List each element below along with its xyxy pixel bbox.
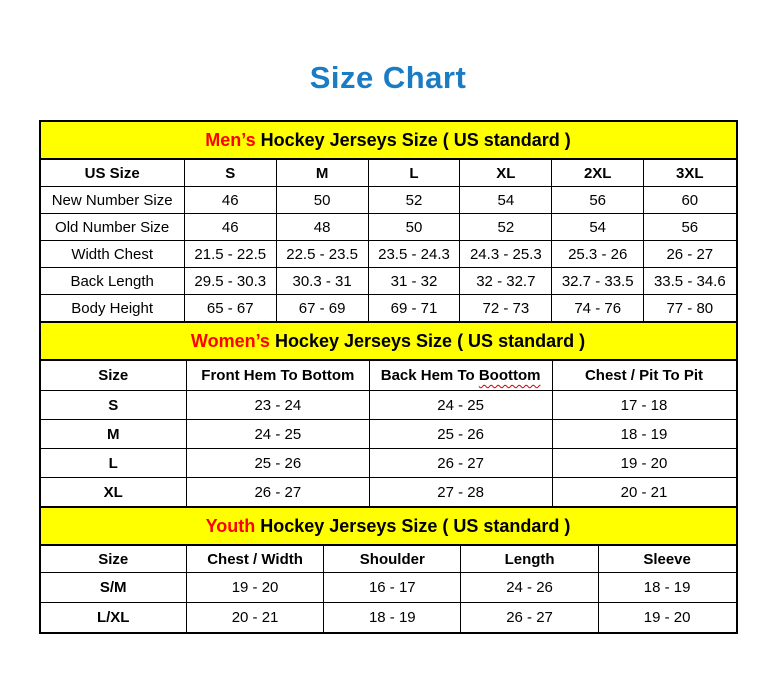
column-header: Chest / Pit To Pit bbox=[552, 361, 736, 391]
mens-section-header bbox=[41, 122, 736, 160]
column-header: 3XL bbox=[644, 160, 736, 187]
size-value: 54 bbox=[460, 187, 552, 214]
youth-section-header-highlight: Youth bbox=[205, 516, 256, 536]
size-value: 20 - 21 bbox=[552, 478, 736, 507]
row-label: Width Chest bbox=[41, 241, 185, 268]
row-label: S bbox=[41, 391, 187, 420]
size-value: 72 - 73 bbox=[460, 295, 552, 322]
column-header: S bbox=[184, 160, 276, 187]
size-value: 19 - 20 bbox=[598, 603, 735, 633]
row-label: New Number Size bbox=[41, 187, 185, 214]
column-header: Front Hem To Bottom bbox=[186, 361, 369, 391]
size-value: 24.3 - 25.3 bbox=[460, 241, 552, 268]
size-value: 29.5 - 30.3 bbox=[184, 268, 276, 295]
row-label: L bbox=[41, 449, 187, 478]
size-value: 23.5 - 24.3 bbox=[368, 241, 460, 268]
size-value: 32 - 32.7 bbox=[460, 268, 552, 295]
size-value: 21.5 - 22.5 bbox=[184, 241, 276, 268]
table-row bbox=[41, 420, 736, 449]
size-value: 50 bbox=[368, 214, 460, 241]
womens-section-header bbox=[41, 321, 736, 361]
size-value: 17 - 18 bbox=[552, 391, 736, 420]
column-header: Sleeve bbox=[598, 546, 735, 573]
column-header: Size bbox=[41, 546, 187, 573]
size-value: 46 bbox=[184, 214, 276, 241]
row-label: S/M bbox=[41, 573, 187, 603]
size-value: 25 - 26 bbox=[369, 420, 552, 449]
size-value: 26 - 27 bbox=[186, 478, 369, 507]
size-value: 22.5 - 23.5 bbox=[276, 241, 368, 268]
size-value: 46 bbox=[184, 187, 276, 214]
column-header bbox=[369, 361, 552, 391]
row-label: XL bbox=[41, 478, 187, 507]
page-title: Size Chart bbox=[309, 60, 467, 95]
table-row bbox=[41, 478, 736, 507]
column-header: US Size bbox=[41, 160, 185, 187]
womens-section-header-highlight: Women’s bbox=[190, 331, 270, 351]
size-value: 31 - 32 bbox=[368, 268, 460, 295]
size-value: 26 - 27 bbox=[461, 603, 598, 633]
mens-section-header-highlight: Men’s bbox=[205, 130, 256, 150]
table-row bbox=[41, 449, 736, 478]
size-value: 74 - 76 bbox=[552, 295, 644, 322]
youth-size-table bbox=[41, 546, 736, 632]
size-value: 23 - 24 bbox=[186, 391, 369, 420]
size-value: 24 - 26 bbox=[461, 573, 598, 603]
womens-header-row bbox=[41, 361, 736, 391]
size-value: 52 bbox=[460, 214, 552, 241]
mens-section-header-rest: Hockey Jerseys Size ( US standard ) bbox=[255, 130, 571, 150]
size-value: 26 - 27 bbox=[369, 449, 552, 478]
size-value: 69 - 71 bbox=[368, 295, 460, 322]
size-value: 48 bbox=[276, 214, 368, 241]
size-value: 32.7 - 33.5 bbox=[552, 268, 644, 295]
column-header: 2XL bbox=[552, 160, 644, 187]
size-value: 16 - 17 bbox=[324, 573, 461, 603]
womens-section-header-rest: Hockey Jerseys Size ( US standard ) bbox=[269, 331, 586, 351]
size-value: 24 - 25 bbox=[186, 420, 369, 449]
table-row bbox=[41, 573, 736, 603]
size-value: 27 - 28 bbox=[369, 478, 552, 507]
row-label: Body Height bbox=[41, 295, 185, 322]
size-chart-tables bbox=[39, 120, 738, 634]
misspelled-word: Boottom bbox=[478, 367, 541, 384]
row-label: L/XL bbox=[41, 603, 187, 633]
size-value: 18 - 19 bbox=[552, 420, 736, 449]
mens-size-table bbox=[41, 160, 736, 321]
size-value: 52 bbox=[368, 187, 460, 214]
row-label: Back Length bbox=[41, 268, 185, 295]
youth-header-row bbox=[41, 546, 736, 573]
size-value: 26 - 27 bbox=[644, 241, 736, 268]
table-row bbox=[41, 241, 736, 268]
column-header-text: Back Hem To bbox=[380, 367, 479, 384]
column-header: Shoulder bbox=[324, 546, 461, 573]
mens-header-row bbox=[41, 160, 736, 187]
table-row bbox=[41, 295, 736, 322]
row-label: M bbox=[41, 420, 187, 449]
womens-size-table bbox=[41, 361, 736, 506]
table-row bbox=[41, 603, 736, 633]
youth-section-header-rest: Hockey Jerseys Size ( US standard ) bbox=[255, 516, 571, 536]
column-header: XL bbox=[460, 160, 552, 187]
size-value: 65 - 67 bbox=[184, 295, 276, 322]
size-value: 30.3 - 31 bbox=[276, 268, 368, 295]
table-row bbox=[41, 268, 736, 295]
size-value: 33.5 - 34.6 bbox=[644, 268, 736, 295]
size-value: 19 - 20 bbox=[552, 449, 736, 478]
size-value: 56 bbox=[644, 214, 736, 241]
size-value: 67 - 69 bbox=[276, 295, 368, 322]
size-value: 25.3 - 26 bbox=[552, 241, 644, 268]
size-value: 24 - 25 bbox=[369, 391, 552, 420]
size-value: 77 - 80 bbox=[644, 295, 736, 322]
size-value: 54 bbox=[552, 214, 644, 241]
size-value: 18 - 19 bbox=[598, 573, 735, 603]
row-label: Old Number Size bbox=[41, 214, 185, 241]
size-value: 56 bbox=[552, 187, 644, 214]
column-header: L bbox=[368, 160, 460, 187]
column-header: Size bbox=[41, 361, 187, 391]
column-header: Chest / Width bbox=[186, 546, 323, 573]
size-value: 25 - 26 bbox=[186, 449, 369, 478]
size-value: 50 bbox=[276, 187, 368, 214]
size-value: 20 - 21 bbox=[186, 603, 323, 633]
table-row bbox=[41, 187, 736, 214]
table-row bbox=[41, 214, 736, 241]
size-value: 19 - 20 bbox=[186, 573, 323, 603]
column-header: Length bbox=[461, 546, 598, 573]
size-value: 60 bbox=[644, 187, 736, 214]
youth-section-header bbox=[41, 506, 736, 546]
size-value: 18 - 19 bbox=[324, 603, 461, 633]
column-header: M bbox=[276, 160, 368, 187]
table-row bbox=[41, 391, 736, 420]
